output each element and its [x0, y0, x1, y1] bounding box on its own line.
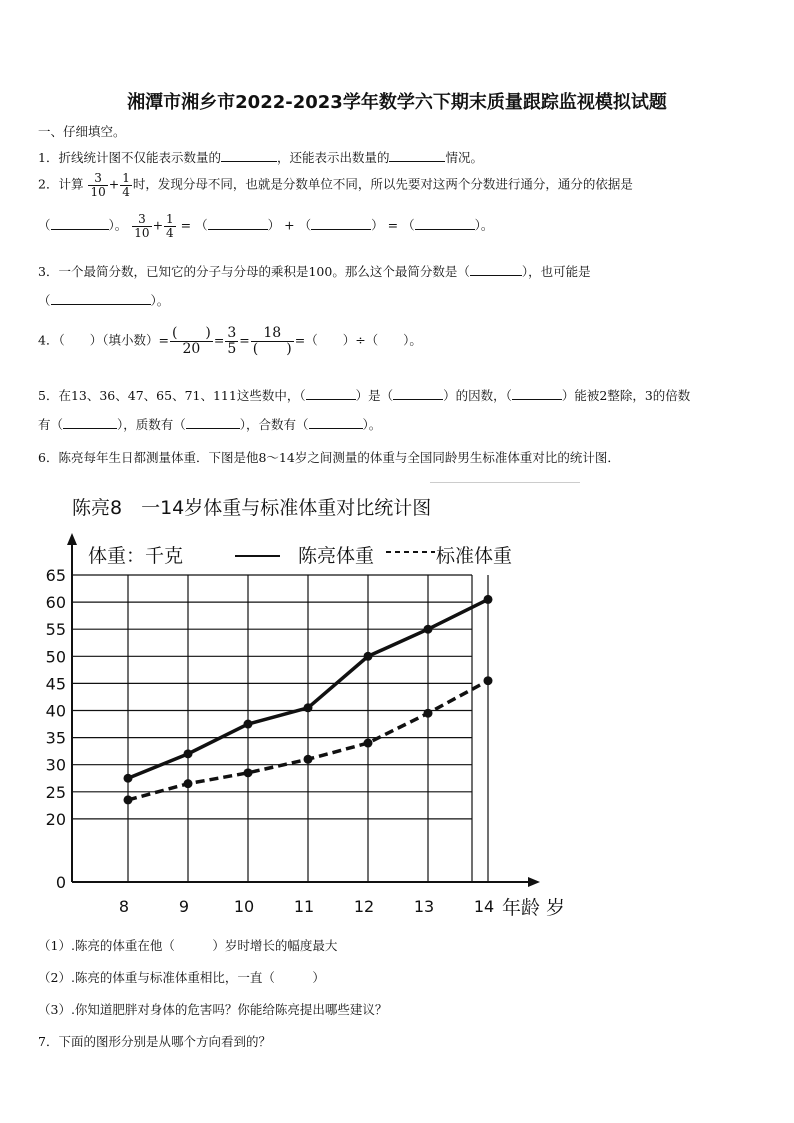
paren-close: ）。: [150, 293, 170, 308]
x-tick-label: 10: [233, 897, 255, 916]
section-heading: 一、仔细填空。: [38, 124, 126, 139]
q2-fraction-2b: $\frac{1}{4}$: [166, 212, 174, 240]
q5-blank-6[interactable]: [309, 428, 363, 429]
chenliang-weight-point: [484, 595, 493, 604]
chenliang-weight-point: [184, 749, 193, 758]
q5-text-a: 在13、36、47、65、71、111这些数中，（: [58, 388, 306, 403]
equals-sign: =: [158, 332, 169, 348]
question-7: [38, 1032, 271, 1050]
q3-text-b: ），也可能是: [521, 264, 591, 279]
y-tick-label: 45: [45, 674, 66, 694]
y-tick-label: 30: [45, 755, 66, 775]
chenliang-weight-point: [124, 774, 133, 783]
paren-open: （: [38, 217, 51, 233]
q3-blank-1[interactable]: [470, 275, 522, 276]
paren-open: （: [298, 217, 312, 233]
y-tick-label: 25: [45, 782, 66, 802]
q4-tail: （ ）÷（ ）。: [305, 332, 422, 348]
question-1: [38, 148, 483, 166]
q5-blank-1[interactable]: [306, 399, 356, 400]
standard-weight-point: [184, 779, 193, 788]
q5-text-d: ）能被2整除，3的倍数: [561, 388, 691, 403]
standard-weight-point: [244, 768, 253, 777]
q1-blank-1[interactable]: [221, 161, 277, 162]
q5-text-h: ）。: [362, 417, 382, 432]
x-tick-label: 11: [293, 897, 315, 916]
chart-svg: [30, 480, 590, 920]
paren-open: （: [38, 293, 51, 308]
standard-weight-point: [364, 739, 373, 748]
question-5-line-2: [38, 415, 381, 433]
q5-blank-4[interactable]: [63, 428, 117, 429]
q4-fraction-1: $\frac{( )}{20}$: [171, 325, 211, 357]
equals-sign: =: [213, 332, 225, 348]
q5-text-g: ），合数有（: [239, 417, 309, 432]
chenliang-weight-point: [244, 720, 253, 729]
q1-number: 1．: [38, 150, 59, 165]
q4-number: 4．: [38, 332, 59, 348]
chenliang-weight-point: [304, 703, 313, 712]
q1-blank-2[interactable]: [389, 161, 445, 162]
x-axis-arrow: [528, 877, 540, 887]
chenliang-weight-point: [364, 652, 373, 661]
y-tick-label: 65: [45, 566, 66, 585]
q5-blank-5[interactable]: [186, 428, 240, 429]
q5-text-b: ）是（: [355, 388, 394, 403]
paren-close: ）: [267, 217, 281, 233]
plus-sign: +: [152, 217, 164, 233]
x-tick-label: 8: [118, 897, 130, 916]
q5-text-e: 有（: [38, 417, 64, 432]
q4-fraction-2: $\frac{3}{5}$: [227, 325, 237, 357]
q1-text-a: 折线统计图不仅能表示数量的: [58, 150, 221, 165]
legend-dashed-label: 标准体重: [436, 545, 513, 567]
q2-calc-label: 计算: [58, 176, 84, 192]
q5-text-f: ），质数有（: [117, 417, 186, 432]
question-5: [38, 386, 690, 404]
q6-number: 6．: [38, 450, 59, 465]
standard-weight-point: [424, 709, 433, 718]
x-tick-label: 13: [413, 897, 435, 916]
q2-fraction-1: $\frac{3}{10}$: [90, 171, 106, 199]
x-tick-label: 14: [473, 897, 495, 916]
q3-number: 3．: [38, 264, 59, 279]
q6-sub-1: （1）.陈亮的体重在他（ ）岁时增长的幅度最大: [38, 938, 338, 953]
y-tick-label: 50: [45, 647, 66, 667]
x-tick-label: 12: [353, 897, 375, 916]
q2-end: ）。: [474, 217, 494, 233]
chenliang-weight-point: [424, 625, 433, 634]
q2-blank-basis[interactable]: [51, 229, 109, 230]
q7-number: 7．: [38, 1034, 59, 1049]
q3-blank-2[interactable]: [51, 304, 151, 305]
y-tick-label: 40: [45, 701, 66, 721]
paren-open: （: [402, 217, 415, 233]
q6-sub-3: （3）.你知道肥胖对身体的危害吗？你能给陈亮提出哪些建议？: [38, 1002, 388, 1017]
y-tick-label: 20: [45, 809, 66, 829]
q4-fraction-3: $\frac{18}{( )}$: [252, 325, 292, 357]
weight-comparison-chart: [30, 480, 590, 920]
standard-weight-point: [304, 755, 313, 764]
question-3: [38, 262, 591, 280]
question-6: [38, 448, 620, 466]
q5-blank-3[interactable]: [512, 399, 562, 400]
y-tick-label: 0: [55, 873, 66, 892]
q6-sub-2: （2）.陈亮的体重与标准体重相比，一直（ ）: [38, 970, 325, 985]
q2-fraction-2: $\frac{1}{4}$: [122, 171, 130, 199]
legend-solid-label: 陈亮体重: [298, 545, 375, 567]
question-4: [38, 326, 422, 356]
standard-weight-point: [124, 795, 133, 804]
question-3-line-2: [38, 291, 169, 309]
q2-blank-1[interactable]: [208, 229, 268, 230]
q5-blank-2[interactable]: [393, 399, 443, 400]
question-2-line-2: [38, 213, 493, 239]
chart-title: 陈亮8 一14岁体重与标准体重对比统计图: [72, 497, 432, 519]
paren-open: （: [195, 217, 208, 233]
q3-text: 一个最简分数，已知它的分子与分母的乘积是100。那么这个最简分数是（: [58, 264, 470, 279]
q4-part-a: （ ）（填小数）: [58, 332, 159, 348]
q5-number: 5．: [38, 388, 59, 403]
question-2: [38, 172, 633, 198]
q2-fraction-1b: $\frac{3}{10}$: [134, 212, 150, 240]
equals-sign: =: [387, 217, 399, 233]
y-axis-label: 体重：千克: [88, 545, 184, 567]
q1-text-b: ，还能表示出数量的: [276, 150, 390, 165]
q2-text: 时，发现分母不同，也就是分数单位不同，所以先要对这两个分数进行通分，通分的依据是: [132, 176, 633, 192]
paren-close: ）: [108, 217, 115, 233]
equals-sign: =: [180, 217, 192, 233]
period: 。: [114, 217, 128, 233]
y-axis-arrow: [67, 533, 77, 545]
x-axis-label: 年龄 岁: [502, 897, 566, 919]
paren-close: ）: [371, 217, 384, 233]
q2-blank-3[interactable]: [415, 229, 475, 230]
y-tick-label: 35: [45, 728, 66, 748]
plus-sign: +: [108, 176, 120, 192]
plus-sign: +: [284, 217, 295, 233]
q6-text: 陈亮每年生日都测量体重．下图是他8～14岁之间测量的体重与全国同龄男生标准体重对比的统计图．: [58, 450, 620, 465]
y-tick-label: 60: [45, 593, 66, 613]
q2-blank-2[interactable]: [311, 229, 371, 230]
x-tick-label: 9: [178, 897, 190, 916]
page-title: 湘潭市湘乡市2022-2023学年数学六下期末质量跟踪监视模拟试题: [127, 92, 667, 113]
standard-weight-point: [484, 676, 493, 685]
y-tick-label: 55: [45, 620, 66, 640]
q5-text-c: ）的因数，（: [443, 388, 512, 403]
equals-sign: =: [239, 332, 250, 348]
q2-number: 2．: [38, 176, 59, 192]
q7-text: 下面的图形分别是从哪个方向看到的？: [58, 1034, 271, 1049]
equals-sign: =: [294, 332, 306, 348]
q1-text-c: 情况。: [445, 150, 483, 165]
